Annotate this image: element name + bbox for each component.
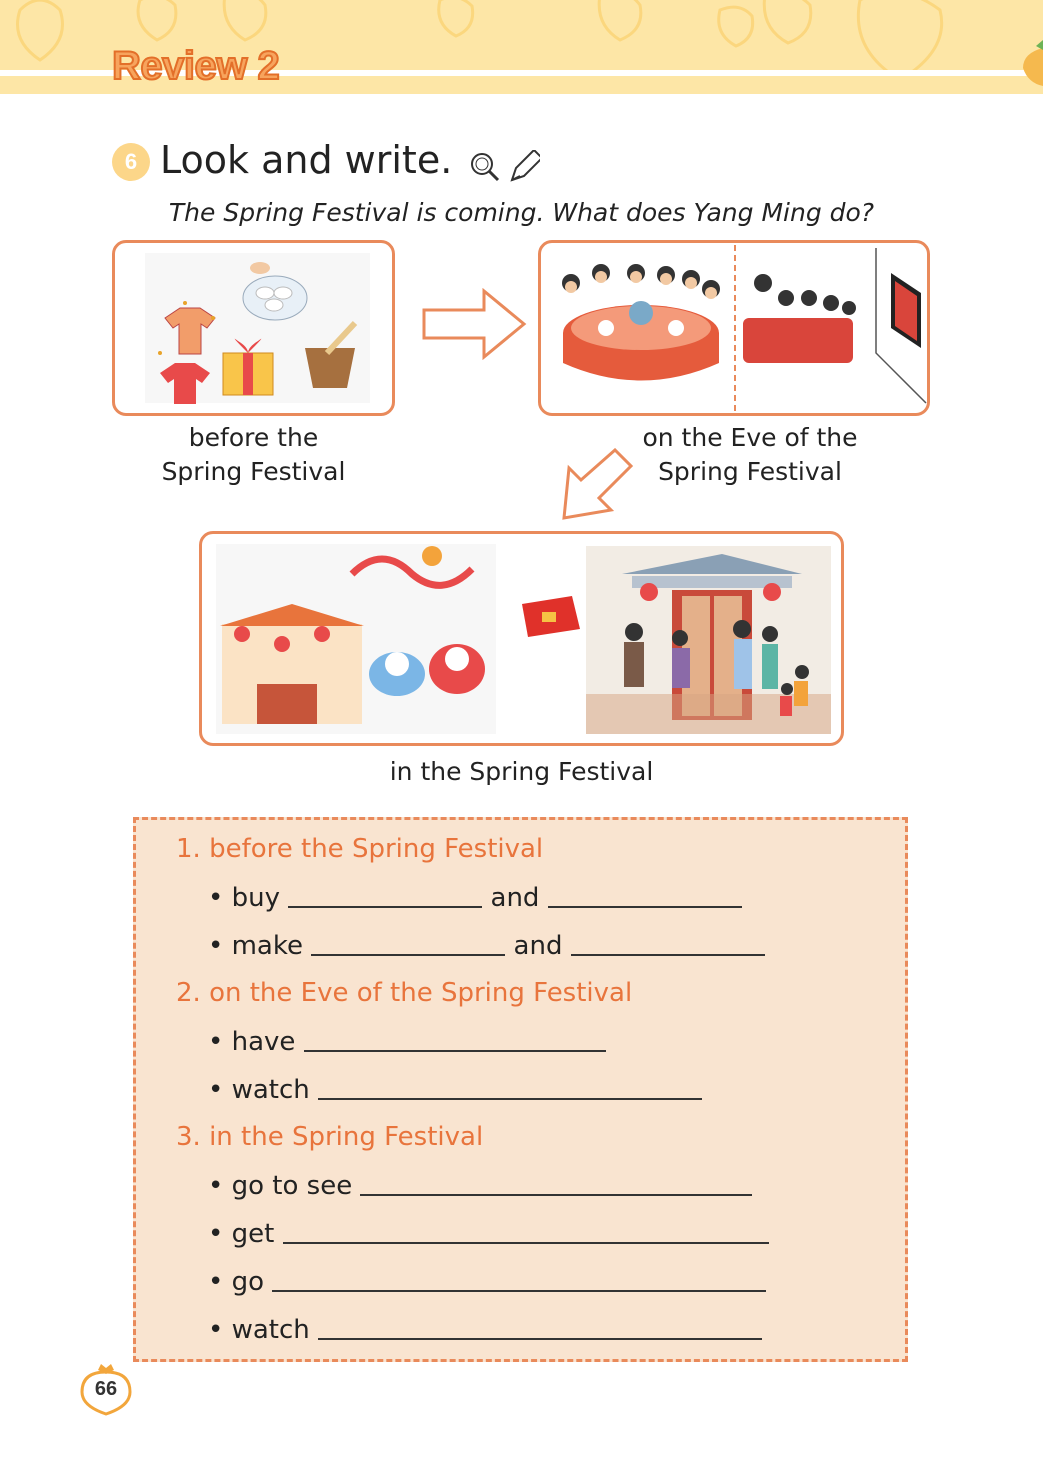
family-dinner-tv-illustration xyxy=(541,243,927,413)
item-buy xyxy=(208,882,742,913)
item-buy-and: and xyxy=(490,883,540,913)
worksheet-box xyxy=(133,817,908,1362)
strawberry-icon xyxy=(1018,38,1043,88)
item-watch-1-label: watch xyxy=(231,1075,310,1105)
answer-blank-buy-2[interactable] xyxy=(548,882,742,908)
answer-blank-buy-1[interactable] xyxy=(288,882,482,908)
answer-blank-watch-2[interactable] xyxy=(318,1314,762,1340)
answer-blank-watch-1[interactable] xyxy=(318,1074,702,1100)
caption-in: in the Spring Festival xyxy=(389,757,654,786)
heading-icons xyxy=(468,150,540,188)
exercise-heading: Look and write. xyxy=(160,138,453,182)
page-number: 66 xyxy=(94,1378,118,1400)
answer-blank-go[interactable] xyxy=(272,1266,766,1292)
item-go-to-see xyxy=(208,1170,752,1201)
item-make-and: and xyxy=(513,931,563,961)
eve-festival-picture xyxy=(538,240,930,416)
magnifier-pencil-icon xyxy=(468,150,540,184)
arrow-right-icon xyxy=(422,288,528,360)
answer-blank-have[interactable] xyxy=(304,1026,606,1052)
bullet: • xyxy=(208,1267,224,1297)
bullet: • xyxy=(208,1219,224,1249)
item-get-label: get xyxy=(231,1219,275,1249)
festival-celebration-illustration xyxy=(202,534,841,743)
answer-blank-get[interactable] xyxy=(283,1218,769,1244)
bullet: • xyxy=(208,1075,224,1105)
caption-before-line2: Spring Festival xyxy=(161,457,346,486)
arrow-down-left-icon xyxy=(560,448,636,522)
item-make-label: make xyxy=(231,931,303,961)
item-watch-1 xyxy=(208,1074,702,1105)
answer-blank-make-1[interactable] xyxy=(311,930,505,956)
item-watch-2 xyxy=(208,1314,762,1345)
item-buy-label: buy xyxy=(231,883,280,913)
bullet: • xyxy=(208,1315,224,1345)
caption-before xyxy=(112,421,395,489)
page-title: Review 2 xyxy=(112,44,280,88)
before-festival-picture xyxy=(112,240,395,416)
section-3-title: 3. in the Spring Festival xyxy=(176,1122,484,1152)
item-go xyxy=(208,1266,766,1297)
bullet: • xyxy=(208,1171,224,1201)
item-go-label: go xyxy=(231,1267,265,1297)
item-go-to-see-label: go to see xyxy=(231,1171,353,1201)
section-2-title: 2. on the Eve of the Spring Festival xyxy=(176,978,633,1008)
caption-eve-line1: on the Eve of the xyxy=(642,423,858,452)
exercise-number: 6 xyxy=(112,143,150,181)
bullet: • xyxy=(208,1027,224,1057)
shopping-items-illustration xyxy=(115,243,392,413)
caption-eve-line2: Spring Festival xyxy=(658,457,842,486)
caption-before-line1: before the xyxy=(188,423,319,452)
exercise-subtitle: The Spring Festival is coming. What does Yang Ming do? xyxy=(168,198,875,227)
item-make xyxy=(208,930,765,961)
in-festival-picture xyxy=(199,531,844,746)
item-have-label: have xyxy=(231,1027,296,1057)
section-1-title: 1. before the Spring Festival xyxy=(176,834,544,864)
caption-eve xyxy=(600,421,900,489)
answer-blank-make-2[interactable] xyxy=(571,930,765,956)
bullet: • xyxy=(208,883,224,913)
item-have xyxy=(208,1026,606,1057)
bullet: • xyxy=(208,931,224,961)
item-get xyxy=(208,1218,769,1249)
page-number-badge xyxy=(80,1362,132,1414)
answer-blank-go-to-see[interactable] xyxy=(360,1170,752,1196)
item-watch-2-label: watch xyxy=(231,1315,310,1345)
